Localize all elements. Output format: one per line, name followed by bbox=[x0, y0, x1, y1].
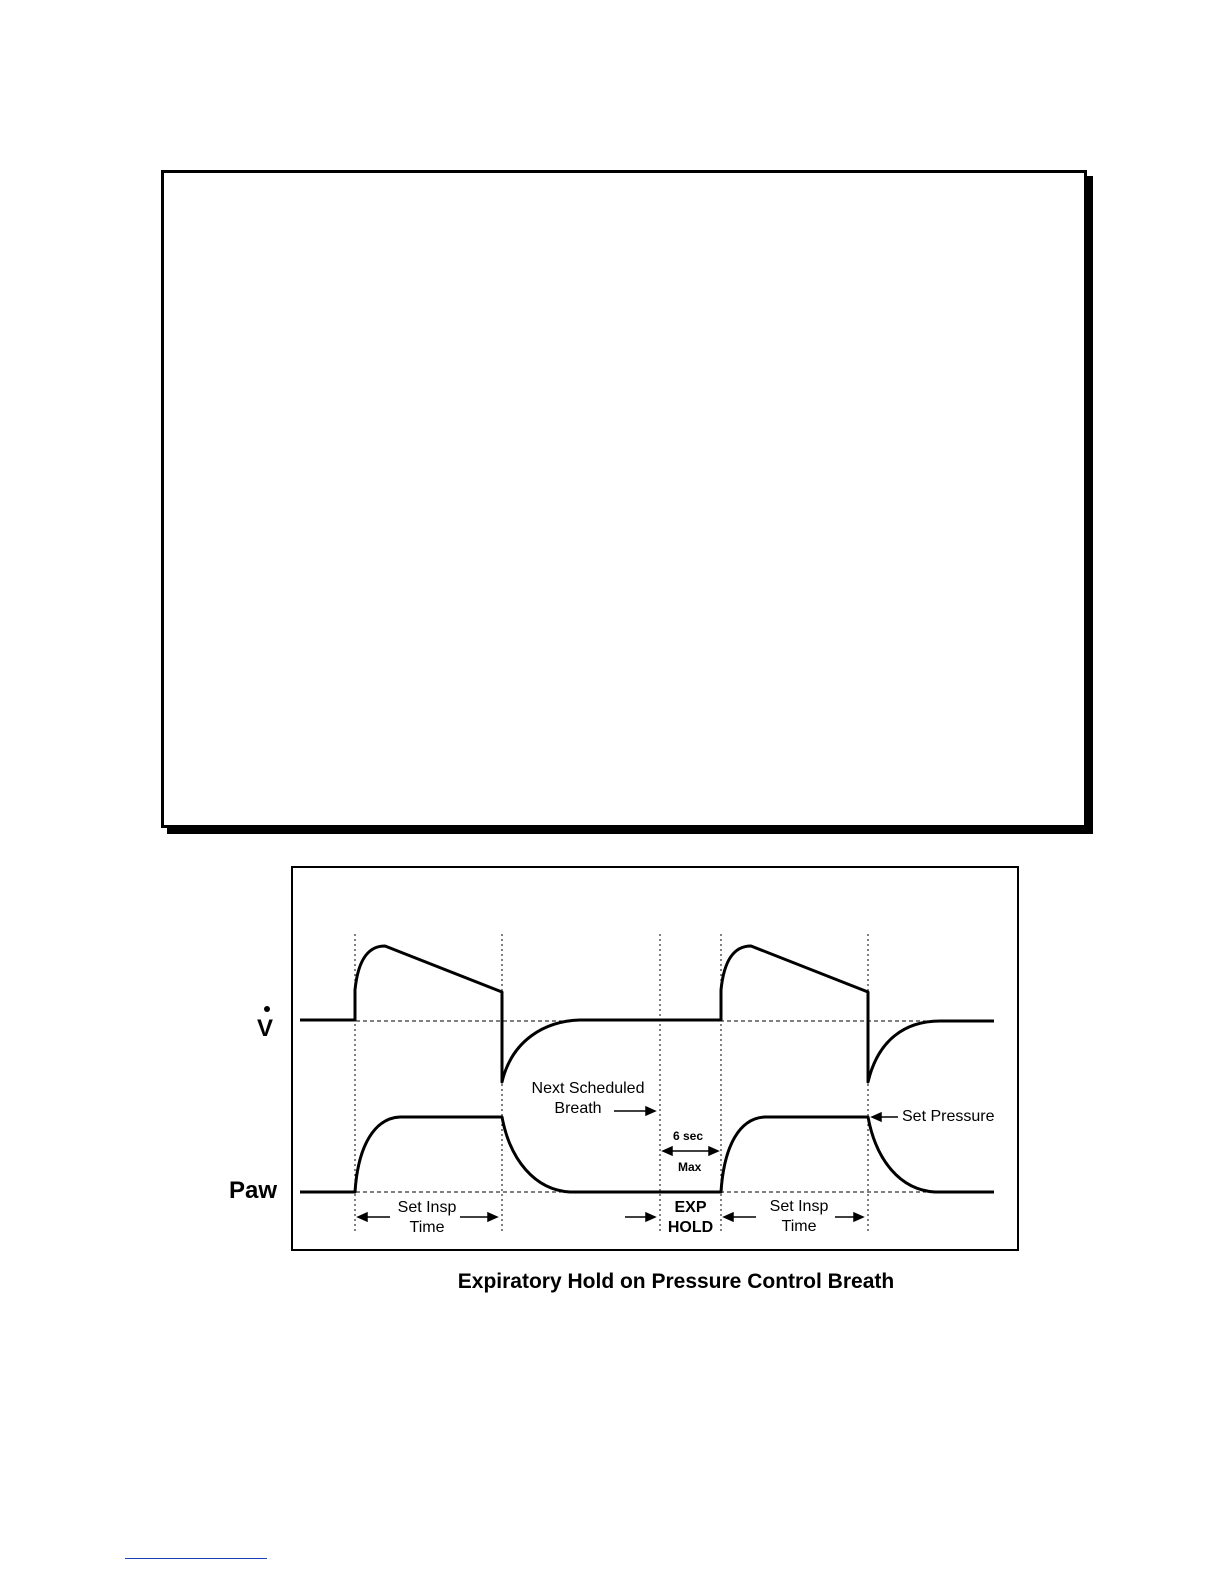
six-sec-label: 6 sec bbox=[673, 1129, 704, 1143]
set-insp-time-label-2: Set Insp Time bbox=[769, 1198, 829, 1235]
pressure-waveform bbox=[300, 1117, 994, 1192]
flow-dot bbox=[264, 1006, 270, 1012]
next-scheduled-breath-label: Next Scheduled Breath bbox=[531, 1080, 645, 1117]
figure-caption: Expiratory Hold on Pressure Control Breath bbox=[457, 1270, 895, 1293]
exp-hold-label: EXP HOLD bbox=[667, 1199, 714, 1236]
set-insp-time-label-1: Set Insp Time bbox=[397, 1199, 457, 1236]
max-label: Max bbox=[678, 1160, 702, 1174]
set-pressure-label: Set Pressure bbox=[902, 1108, 995, 1125]
flow-axis-label: V bbox=[257, 1015, 274, 1042]
footnote-rule bbox=[125, 1558, 267, 1559]
pressure-axis-label: Paw bbox=[229, 1177, 278, 1204]
flow-waveform bbox=[300, 946, 994, 1082]
